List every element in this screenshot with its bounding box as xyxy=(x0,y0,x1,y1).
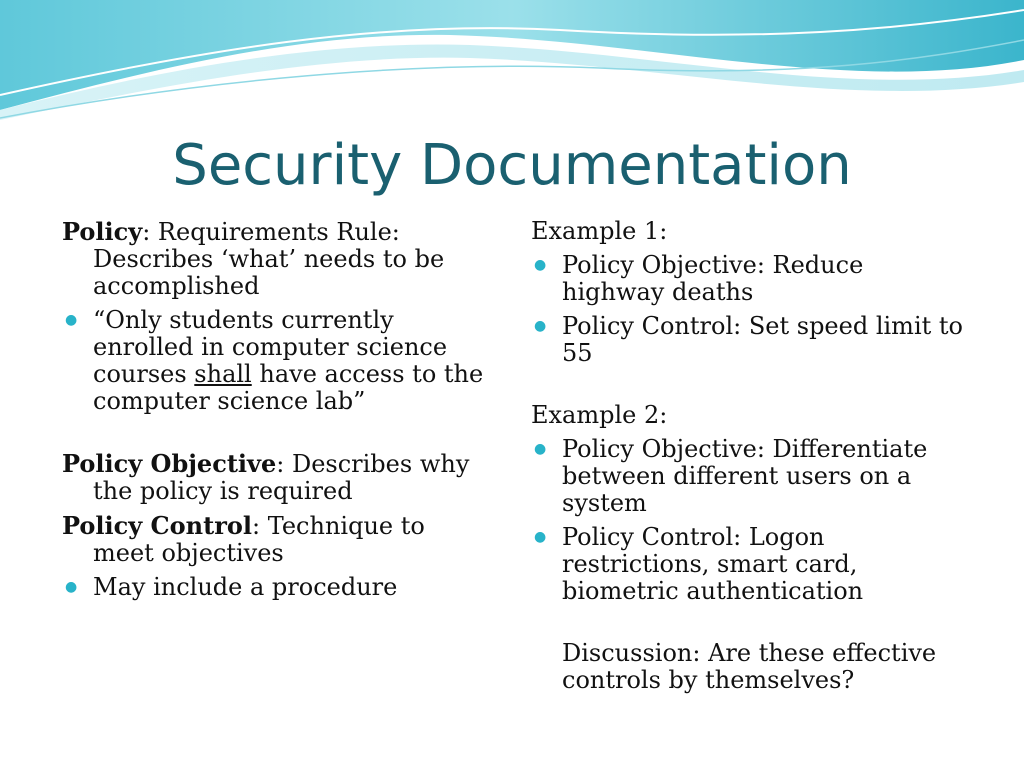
bullet-text-start: “Only students currently enrolled in computer science courses xyxy=(93,306,448,388)
discussion-question: Discussion: Are these effective controls by themselves? xyxy=(562,639,937,694)
control-description: Technique to meet objectives xyxy=(93,512,425,567)
bullet-text-end: have access to the computer science lab” xyxy=(93,360,484,415)
example2-control-bullet: ● Policy Control: Logon restrictions, smart card, biometric authentication xyxy=(531,524,971,605)
example2-objective-bullet: ● Policy Objective: Differentiate between different users on a system xyxy=(531,436,971,517)
policy-description: Requirements Rule: Describes ‘what’ needs to be accomplished xyxy=(93,218,445,300)
control-separator: : xyxy=(251,512,268,540)
example1-heading: Example 1: xyxy=(531,217,668,245)
control-bullet: ● May include a procedure xyxy=(62,574,492,601)
policy-separator: : xyxy=(142,218,158,246)
example2-heading: Example 2: xyxy=(531,401,668,429)
right-column xyxy=(531,218,971,701)
policy-example-bullet xyxy=(62,307,492,415)
objective-description: Describes why the policy is required xyxy=(93,450,470,505)
example1-control-bullet: ● Policy Control: Set speed limit to 55 xyxy=(531,313,971,367)
policy-definition xyxy=(62,218,492,300)
objective-separator: : xyxy=(276,450,292,478)
slide-title: Security Documentation xyxy=(172,133,852,198)
control-definition xyxy=(62,512,492,567)
policy-term: Policy xyxy=(62,217,143,246)
objective-term: Policy Objective xyxy=(62,449,277,478)
example1-objective-bullet: ● Policy Objective: Reduce highway deaths xyxy=(531,252,971,306)
control-term: Policy Control xyxy=(62,511,252,540)
bullet-text-emphasis: shall xyxy=(194,360,252,388)
left-column xyxy=(62,218,492,608)
header-wave-decoration xyxy=(0,0,1024,130)
objective-definition xyxy=(62,450,492,505)
